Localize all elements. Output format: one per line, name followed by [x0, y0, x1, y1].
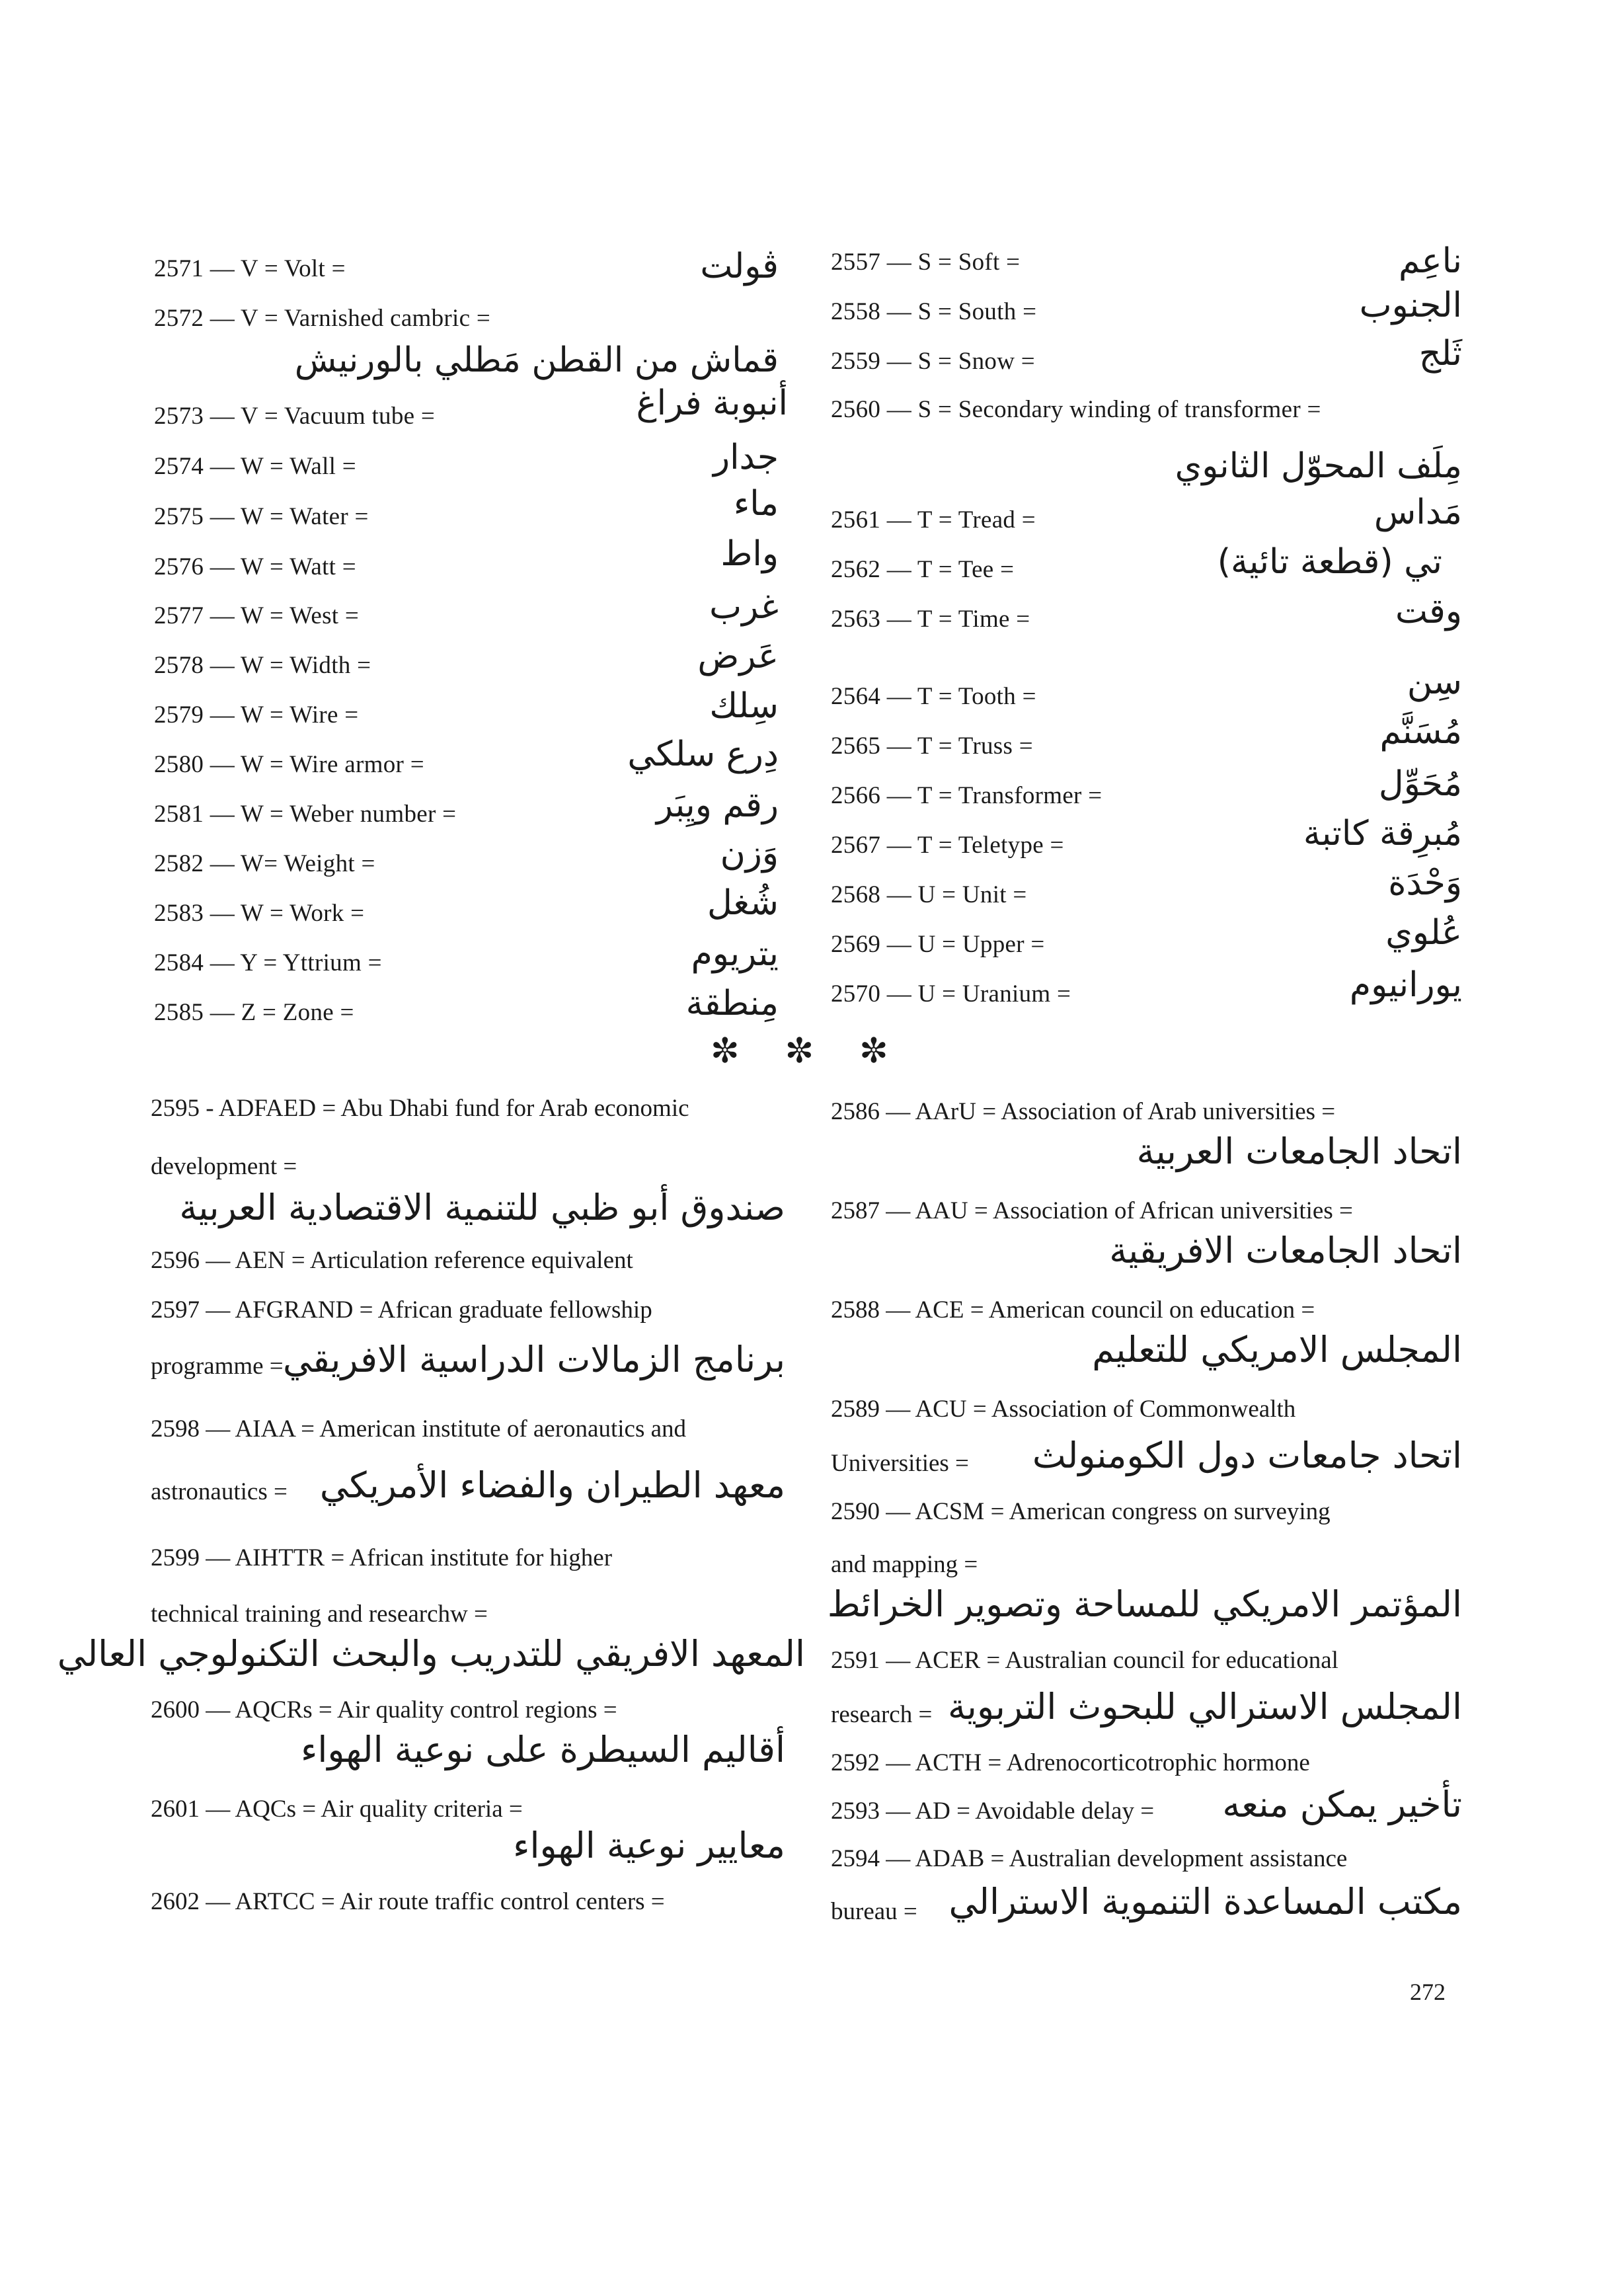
entry-arabic: ثَلج — [1418, 334, 1462, 374]
entry — [831, 662, 1462, 711]
entry-arabic: وَحْدَة — [1388, 863, 1462, 903]
entry-english: 2591 — ACER = Australian council for educational — [831, 1647, 1338, 1674]
entry-arabic: اتحاد الجامعات الافريقية — [1109, 1230, 1462, 1271]
entry-english: 2580 — W = Wire armor = — [154, 751, 424, 778]
entry-arabic: مُسَنَّم — [1379, 712, 1462, 752]
entry-arabic: اتحاد جامعات دول الكومنولث — [1032, 1435, 1462, 1476]
entry-arabic: يورانيوم — [1349, 965, 1462, 1005]
entry-arabic: ناعِم — [1399, 241, 1462, 281]
entry — [154, 834, 779, 878]
entry-english: 2561 — T = Tread = — [831, 506, 1036, 534]
entry-arabic: مُبرِقة كاتبة — [1303, 814, 1462, 853]
entry-english: 2560 — S = Secondary winding of transformer = — [831, 396, 1321, 423]
right-bottom-column — [827, 1097, 1462, 1957]
entry-arabic: مَداس — [1373, 493, 1462, 532]
entry-english: programme = — [151, 1353, 284, 1380]
entry — [154, 534, 779, 581]
entry-english: 2601 — AQCs = Air quality criteria = — [151, 1796, 523, 1823]
entry-english: 2595 - ADFAED = Abu Dhabi fund for Arab economic — [151, 1095, 689, 1122]
entry-arabic: صندوق أبو ظبي للتنمية الاقتصادية العربية — [179, 1187, 785, 1228]
entry-arabic: مكتب المساعدة التنموية الاسترالي — [948, 1881, 1462, 1922]
entry-arabic: تأخير يمكن منعه — [1222, 1784, 1462, 1825]
entry — [831, 592, 1462, 633]
entry-english: 2573 — V = Vacuum tube = — [154, 403, 436, 430]
entry-arabic: مِلَف المحوّل الثانوي — [1175, 446, 1462, 486]
entry-english: technical training and researchw = — [151, 1601, 488, 1628]
entry-arabic: معايير نوعية الهواء — [513, 1825, 785, 1866]
entry-arabic: مِنطقة — [685, 984, 779, 1023]
entry-arabic: اتحاد الجامعات العربية — [1136, 1130, 1462, 1172]
entry-english: 2589 — ACU = Association of Commonwealth — [831, 1396, 1296, 1423]
entry-english: 2567 — T = Teletype = — [831, 832, 1064, 859]
entry-arabic: وَزن — [720, 834, 779, 873]
entry-english: 2576 — W = Watt = — [154, 553, 356, 580]
entry-english: 2566 — T = Transformer = — [831, 782, 1102, 809]
entry-english: 2559 — S = Snow = — [831, 348, 1035, 375]
entry-english: bureau = — [831, 1898, 917, 1925]
entry-arabic: قماش من القطن مَطلي بالورنيش — [294, 340, 779, 380]
entry-english: 2598 — AIAA = American institute of aeronautics and — [151, 1415, 687, 1443]
entry — [154, 587, 779, 630]
entry-arabic: أقاليم السيطرة على نوعية الهواء — [300, 1729, 785, 1770]
entry — [831, 913, 1462, 959]
entry-arabic: وقت — [1395, 592, 1462, 631]
entry-english: 2578 — W = Width = — [154, 652, 371, 679]
entry-english: 2592 — ACTH = Adrenocorticotrophic hormone — [831, 1749, 1310, 1776]
entry-english: 2587 — AAU = Association of African universities = — [831, 1197, 1353, 1224]
entry-arabic: مُحَوِّل — [1378, 764, 1462, 804]
entry-english: 2585 — Z = Zone = — [154, 999, 354, 1026]
entry-arabic: الجنوب — [1359, 286, 1462, 325]
entry-english: 2558 — S = South = — [831, 298, 1037, 325]
entry — [154, 247, 779, 286]
entry — [154, 984, 779, 1027]
entry-english: development = — [151, 1153, 297, 1180]
entry-english: 2568 — U = Unit = — [831, 881, 1027, 908]
entry-arabic: عُلوي — [1385, 913, 1462, 953]
entry-arabic: شُغل — [707, 883, 779, 923]
entry-english: 2594 — ADAB = Australian development assistance — [831, 1845, 1348, 1872]
entry-english: 2602 — ARTCC = Air route traffic control centers = — [151, 1888, 665, 1915]
entry-english: 2570 — U = Uranium = — [831, 980, 1071, 1008]
entry-english: astronautics = — [151, 1478, 288, 1505]
entry-arabic: برنامج الزمالات الدراسية الافريقي — [283, 1339, 785, 1380]
left-top-column — [154, 245, 788, 1038]
entry-english: Universities = — [831, 1450, 969, 1477]
entry — [831, 764, 1462, 810]
entry-arabic: المؤتمر الامريكي للمساحة وتصوير الخرائط — [827, 1583, 1462, 1625]
entry — [831, 493, 1462, 534]
entry-english: 2584 — Y = Yttrium = — [154, 949, 382, 976]
entry-arabic: سِلك — [709, 686, 779, 726]
entry-english: 2579 — W = Wire = — [154, 701, 359, 729]
entry — [154, 734, 779, 779]
entry — [831, 814, 1462, 859]
entry-english: 2599 — AIHTTR = African institute for higher — [151, 1544, 613, 1571]
entry — [154, 934, 779, 977]
entry-english: 2574 — W = Wall = — [154, 453, 356, 480]
entry-english: 2575 — W = Water = — [154, 503, 369, 530]
entry — [831, 712, 1462, 760]
entry — [154, 484, 779, 531]
entry — [154, 785, 779, 828]
left-bottom-column — [57, 1094, 805, 1954]
entry — [154, 637, 779, 680]
entry-english: 2565 — T = Truss = — [831, 732, 1033, 760]
entry-english: 2577 — W = West = — [154, 602, 360, 629]
entry-english: 2571 — V = Volt = — [154, 255, 346, 282]
entry-arabic: جدار — [713, 438, 779, 477]
entry-english: 2564 — T = Tooth = — [831, 683, 1036, 710]
entry-arabic: يتريوم — [691, 934, 779, 974]
entry-arabic: تي (قطعة تائية) — [1217, 542, 1442, 582]
entry — [154, 686, 779, 729]
entry — [831, 395, 1462, 424]
entry-english: 2588 — ACE = American council on education = — [831, 1296, 1315, 1324]
section-divider: ✼ ✼ ✼ — [711, 1033, 907, 1070]
entry-arabic: دِرع سلكي — [627, 734, 779, 774]
entry-english: 2562 — T = Tee = — [831, 556, 1015, 583]
entry-arabic: أنبوبة فراغ — [636, 383, 788, 423]
entry-arabic: ماء — [733, 484, 779, 524]
entry-english: 2569 — U = Upper = — [831, 931, 1045, 958]
entry — [831, 286, 1462, 326]
entry-english: 2600 — AQCRs = Air quality control regions = — [151, 1696, 617, 1723]
entry-arabic: رقم ويِبَر — [656, 785, 779, 825]
entry-arabic: واط — [720, 534, 779, 574]
entry-arabic: المعهد الافريقي للتدريب والبحث التكنولوجي العالي — [57, 1633, 805, 1675]
entry — [154, 304, 779, 333]
entry-arabic: عَرض — [697, 637, 779, 676]
entry-english: 2581 — W = Weber number = — [154, 801, 457, 828]
entry-english: 2583 — W = Work = — [154, 900, 365, 927]
entry-english: and mapping = — [831, 1551, 978, 1578]
right-top-column — [831, 241, 1462, 1035]
entry — [831, 965, 1462, 1008]
entry-english: 2586 — AArU = Association of Arab universities = — [831, 1098, 1336, 1125]
entry-arabic: غرب — [709, 587, 779, 627]
entry — [154, 438, 779, 481]
entry-arabic: معهد الطيران والفضاء الأمريكي — [319, 1464, 785, 1506]
entry-arabic: سِن — [1407, 662, 1462, 702]
entry — [831, 542, 1462, 584]
entry-english: 2596 — AEN = Articulation reference equivalent — [151, 1247, 633, 1274]
entry-arabic: المجلس الاسترالي للبحوث التربوية — [947, 1686, 1462, 1727]
entry — [831, 334, 1462, 376]
entry — [831, 241, 1462, 281]
entry-english: 2557 — S = Soft = — [831, 249, 1021, 276]
entry-english: research = — [831, 1701, 933, 1728]
entry — [831, 863, 1462, 909]
entry-arabic: ڤولت — [700, 247, 779, 286]
entry-english: 2590 — ACSM = American congress on surveying — [831, 1498, 1331, 1525]
entry-english: 2582 — W= Weight = — [154, 850, 375, 877]
entry — [154, 383, 788, 430]
entry-arabic: المجلس الامريكي للتعليم — [1092, 1329, 1462, 1370]
entry-english: 2593 — AD = Avoidable delay = — [831, 1798, 1155, 1825]
entry-english: 2572 — V = Varnished cambric = — [154, 305, 491, 332]
page-number: 272 — [1410, 1979, 1446, 2005]
entry — [154, 883, 779, 928]
entry-english: 2597 — AFGRAND = African graduate fellowship — [151, 1296, 652, 1324]
entry-english: 2563 — T = Time = — [831, 606, 1030, 633]
